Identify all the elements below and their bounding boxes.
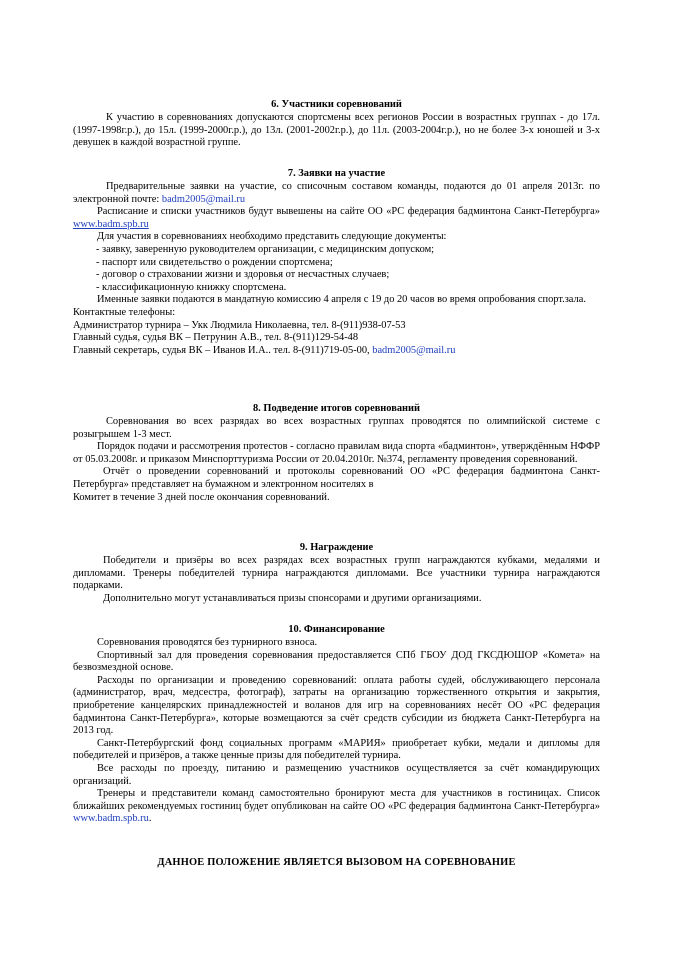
- section-10-paragraph-6-end: .: [148, 813, 152, 825]
- document-list-item: - договор о страховании жизни и здоровья от несчастных случаев;: [96, 269, 390, 281]
- document-list-item: - заявку, заверенную руководителем организации, с медицинским допуском;: [96, 243, 435, 255]
- section-9-heading: 9. Награждение: [299, 542, 374, 553]
- section-6: [73, 99, 600, 150]
- section-9-paragraph-1: Победители и призёры во всех разрядах всех возрастных групп награждаются кубками, медалями и дипломами. Тренеры победителей турнира награждаются дипломами. Все участники турнира награждаются подарками.: [73, 555, 600, 592]
- section-7-paragraph-2-text: Расписание и списки участников будут вывешены на сайте ОО «РС федерация бадминтона Санкт-Петербурга»: [97, 206, 600, 218]
- section-7-paragraph-4: Именные заявки подаются в мандатную комиссию 4 апреля с 19 до 20 часов во время опробования спорт.зала.: [97, 294, 586, 306]
- contacts-label: Контактные телефоны:: [73, 306, 176, 318]
- section-7-heading: 7. Заявки на участие: [287, 168, 386, 179]
- contact-chief-judge: Главный судья, судья ВК – Петрунин А.В., тел. 8-(911)129-54-48: [73, 332, 359, 344]
- section-6-heading: 6. Участники соревнований: [271, 99, 402, 110]
- contact-chief-secretary: [73, 345, 600, 358]
- section-7-paragraph-1-text: Предварительные заявки на участие, со списочным составом команды, подаются до 01 апреля 2013г. по электронной почте:: [73, 181, 600, 205]
- section-10-paragraph-6: [73, 788, 600, 826]
- website-link-1[interactable]: www.badm.spb.ru: [73, 218, 149, 230]
- final-statement: ДАННОЕ ПОЛОЖЕНИЕ ЯВЛЯЕТСЯ ВЫЗОВОМ НА СОРЕВНОВАНИЕ: [157, 857, 516, 868]
- document-list-item: - классификационную книжку спортсмена.: [96, 281, 287, 293]
- section-10-heading: 10. Финансирование: [288, 624, 385, 635]
- section-8-paragraph-2: Порядок подачи и рассмотрения протестов - согласно правилам вида спорта «бадминтон», утверждённым НФФР от 05.03.2008г. и приказом Минспорттуризма России от 20.04.2010г. №374, регламенту проведения соревнований.: [73, 441, 600, 465]
- section-7-paragraph-3: Для участия в соревнованиях необходимо представить следующие документы:: [97, 231, 447, 243]
- section-8: [73, 403, 600, 504]
- contact-chief-secretary-text: Главный секретарь, судья ВК – Иванов И.А.. тел. 8-(911)719-05-00,: [73, 344, 373, 356]
- document-list-item: - паспорт или свидетельство о рождении спортсмена;: [96, 256, 333, 268]
- section-10-paragraph-2: Спортивный зал для проведения соревнования предоставляется СПб ГБОУ ДОД ГКСДЮШОР «Комета» на безвозмездной основе.: [73, 649, 600, 674]
- section-8-paragraph-3-end: Комитет в течение 3 дней после окончания соревнований.: [73, 491, 330, 503]
- section-9: [73, 542, 600, 605]
- section-8-heading: 8. Подведение итогов соревнований: [252, 403, 420, 414]
- section-10-paragraph-1: Соревнования проводятся без турнирного взноса.: [97, 637, 318, 648]
- section-7-paragraph-2: [73, 206, 600, 231]
- section-7: [73, 168, 600, 357]
- section-10-paragraph-5: Все расходы по проезду, питанию и размещению участников осуществляется за счёт командирующих организаций.: [73, 762, 600, 787]
- section-10: [73, 624, 600, 826]
- section-7-paragraph-1: [73, 181, 600, 206]
- section-6-paragraph: К участию в соревнованиях допускаются спортсмены всех регионов России в возрастных группах - до 17л. (1997-1998г.р.), до 15л. (1999-2000г.р.), до 13л. (2001-2002г.р.), до 11л. (2003-2004г.р.), но не более 3-х юношей и 3-х девушек в каждой возрастной группе.: [73, 112, 600, 149]
- section-10-paragraph-4: Санкт-Петербургский фонд социальных программ «МАРИЯ» приобретает кубки, медали и дипломы для победителей и призёров, а также ценные призы для победителей турнира.: [73, 737, 600, 762]
- section-8-paragraph-3: Отчёт о проведении соревнований и протоколы соревнований ОО «РС федерация бадминтона Санкт-Петербурга» представляет на бумажном и электронном носителях в: [73, 466, 600, 490]
- section-10-paragraph-6-text: Тренеры и представители команд самостоятельно бронируют места для участников в гостиницах. Список ближайших рекомендуемых гостиниц будет опубликован на сайте ОО «РС федерация бадминтона Санкт-Петербурга»: [73, 788, 600, 812]
- website-link-2[interactable]: www.badm.spb.ru: [73, 813, 149, 825]
- section-9-paragraph-2: Дополнительно могут устанавливаться призы спонсорами и другими организациями.: [103, 592, 482, 604]
- email-link-2[interactable]: badm2005@mail.ru: [372, 344, 456, 356]
- section-8-paragraph-1: Соревнования во всех разрядах во всех возрастных группах проводятся по олимпийской системе с розыгрышем 1-3 мест.: [73, 416, 600, 440]
- email-link-1[interactable]: badm2005@mail.ru: [161, 193, 246, 205]
- section-10-paragraph-3: Расходы по организации и проведению соревнований: оплата работы судей, обслуживающего персонала (администратор, врач, медсестра, фотограф), затраты на организацию торжественного открытия и закрытия, приобретение канцелярских принадлежностей и воланов для игр на соревнованиях несёт ОО «РС федерация бадминтона Санкт-Петербурга», которые возмещаются за счёт средств субсидии из бюджета Санкт-Петербурга на 2013 год.: [73, 674, 600, 737]
- contact-administrator: Администратор турнира – Укк Людмила Николаевна, тел. 8-(911)938-07-53: [73, 319, 406, 331]
